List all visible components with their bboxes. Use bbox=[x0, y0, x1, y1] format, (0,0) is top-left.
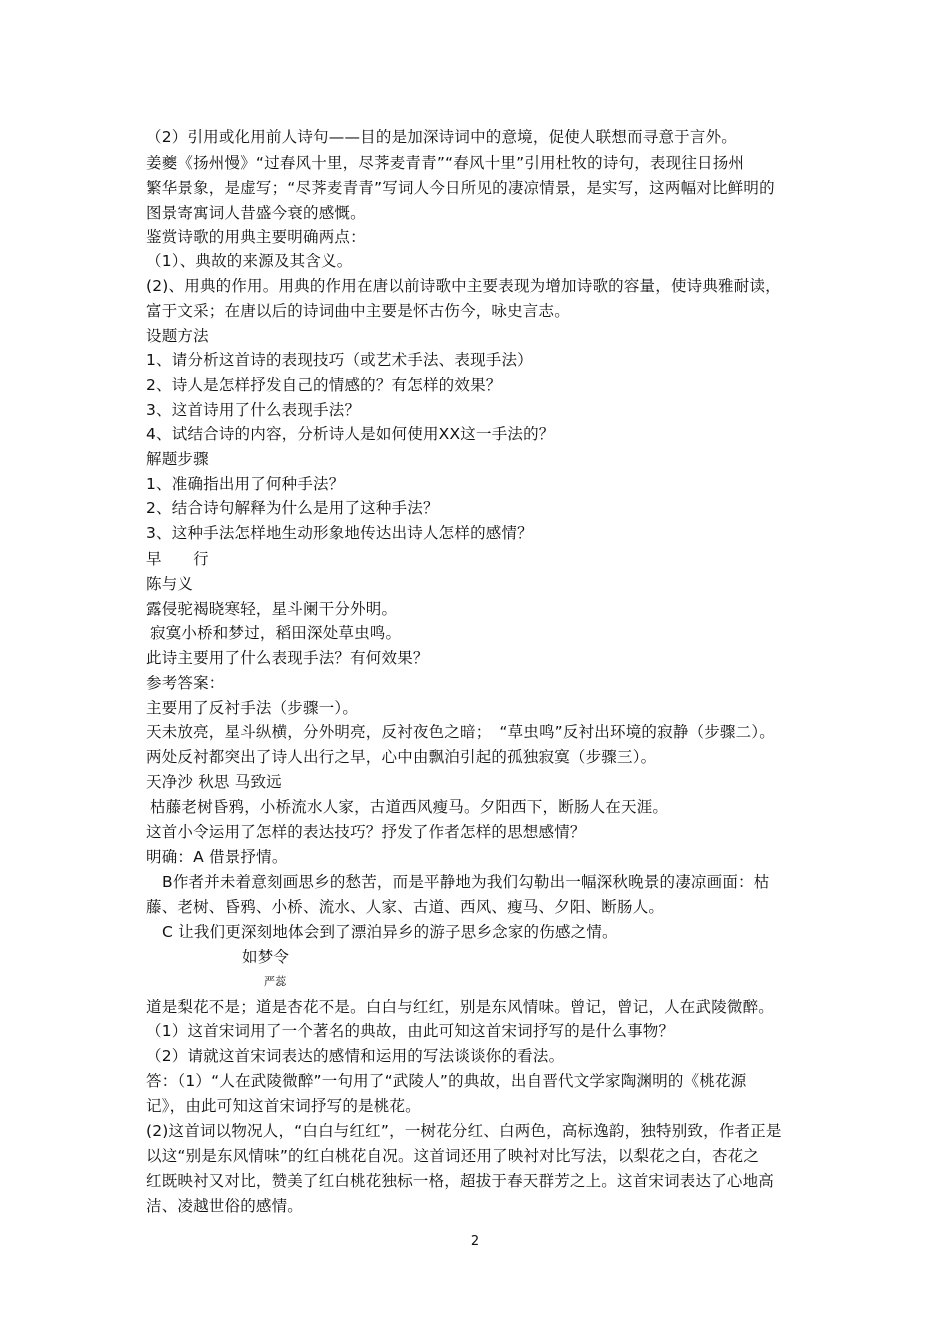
text-line: 繁华景象，是虚写；“尽荠麦青青”写词人今日所见的凄凉情景，是实写，这两幅对比鲜明的 bbox=[146, 179, 775, 197]
page-number: 2 bbox=[470, 1234, 480, 1249]
question-line: （2）请就这首宋词表达的感情和运用的写法谈谈你的看法。 bbox=[146, 1047, 565, 1065]
text-line: 富于文采；在唐以后的诗词曲中主要是怀古伤今，咏史言志。 bbox=[146, 302, 570, 320]
text-line: 3、这种手法怎样地生动形象地传达出诗人怎样的感情？ bbox=[146, 524, 533, 542]
question-line: （1）这首宋词用了一个著名的典故，由此可知这首宋词抒写的是什么事物？ bbox=[146, 1022, 675, 1040]
text-line: 参考答案： bbox=[146, 674, 225, 692]
text-line: 4、试结合诗的内容，分析诗人是如何使用XX这一手法的？ bbox=[146, 425, 555, 443]
poem-author: 严蕊 bbox=[264, 975, 287, 988]
poem-line: 寂寞小桥和梦过，稻田深处草虫鸣。 bbox=[150, 624, 402, 642]
text-line: (2)、用典的作用。用典的作用在唐以前诗歌中主要表现为增加诗歌的容量，使诗典雅耐读， bbox=[146, 277, 781, 295]
question-line: 这首小令运用了怎样的表达技巧？抒发了作者怎样的思想感情？ bbox=[146, 823, 586, 841]
poem-line: 枯藤老树昏鸦，小桥流水人家，古道西风瘦马。夕阳西下，断肠人在天涯。 bbox=[150, 798, 669, 816]
text-line: (2)这首词以物况人，“白白与红红”，一树花分红、白两色，高标逸韵，独特别致，作者正是 bbox=[146, 1122, 782, 1140]
text-line: C 让我们更深刻地体会到了漂泊异乡的游子思乡念家的伤感之情。 bbox=[162, 923, 618, 941]
poem-line: 道是梨花不是；道是杏花不是。白白与红红，别是东风情味。曾记，曾记，人在武陵微醉。 bbox=[146, 998, 775, 1016]
text-line: 洁、凌越世俗的感情。 bbox=[146, 1197, 304, 1215]
text-line: 答：（1）“人在武陵微醉”一句用了“武陵人”的典故，出自晋代文学家陶渊明的《桃花源 bbox=[146, 1072, 747, 1090]
text-line: （1）、典故的来源及其含义。 bbox=[146, 252, 353, 270]
text-line: 2、结合诗句解释为什么是用了这种手法？ bbox=[146, 499, 439, 517]
poem-title: 如梦令 bbox=[242, 948, 290, 966]
text-line: 明确：A 借景抒情。 bbox=[146, 848, 288, 866]
poem-title: 天净沙 秋思 马致远 bbox=[146, 773, 282, 791]
poem-author: 陈与义 bbox=[146, 575, 194, 593]
text-line: 1、请分析这首诗的表现技巧（或艺术手法、表现手法） bbox=[146, 351, 533, 369]
question-line: 此诗主要用了什么表现手法？有何效果？ bbox=[146, 649, 429, 667]
text-line: 1、准确指出用了何种手法？ bbox=[146, 475, 345, 493]
poem-title: 早 行 bbox=[146, 550, 209, 568]
text-line: 姜夔《扬州慢》“过春风十里，尽荠麦青青”“春风十里”引用杜牧的诗句，表现往日扬州 bbox=[146, 154, 745, 172]
text-line: 3、这首诗用了什么表现手法？ bbox=[146, 401, 361, 419]
text-line: 以这“别是东风情味”的红白桃花自况。这首词还用了映衬对比写法，以梨花之白，杏花之 bbox=[146, 1147, 760, 1165]
text-line: B作者并未着意刻画思乡的愁苦，而是平静地为我们勾勒出一幅深秋晚景的凄凉画面：枯 bbox=[162, 873, 770, 891]
text-line: 记》，由此可知这首宋词抒写的是桃花。 bbox=[146, 1097, 421, 1115]
text-line: 红既映衬又对比，赞美了红白桃花独标一格，超拔于春天群芳之上。这首宋词表达了心地高 bbox=[146, 1172, 775, 1190]
poem-line: 露侵驼褐晓寒轻，星斗阑干分外明。 bbox=[146, 600, 398, 618]
section-heading: 设题方法 bbox=[146, 327, 209, 345]
text-line: 天未放亮，星斗纵横，分外明亮，反衬夜色之暗； “草虫鸣”反衬出环境的寂静（步骤二）。 bbox=[146, 723, 775, 741]
text-line: 主要用了反衬手法（步骤一）。 bbox=[146, 699, 359, 717]
text-line: 图景寄寓词人昔盛今衰的感慨。 bbox=[146, 204, 366, 222]
text-line: 2、诗人是怎样抒发自己的情感的？有怎样的效果？ bbox=[146, 376, 502, 394]
text-line: 藤、老树、昏鸦、小桥、流水、人家、古道、西风、瘦马、夕阳、断肠人。 bbox=[146, 898, 665, 916]
section-heading: 解题步骤 bbox=[146, 450, 209, 468]
text-line: 鉴赏诗歌的用典主要明确两点： bbox=[146, 228, 366, 246]
text-line: 两处反衬都突出了诗人出行之早，心中由飘泊引起的孤独寂寞（步骤三）。 bbox=[146, 748, 657, 766]
text-line: （2）引用或化用前人诗句——目的是加深诗词中的意境，促使人联想而寻意于言外。 bbox=[146, 128, 737, 146]
